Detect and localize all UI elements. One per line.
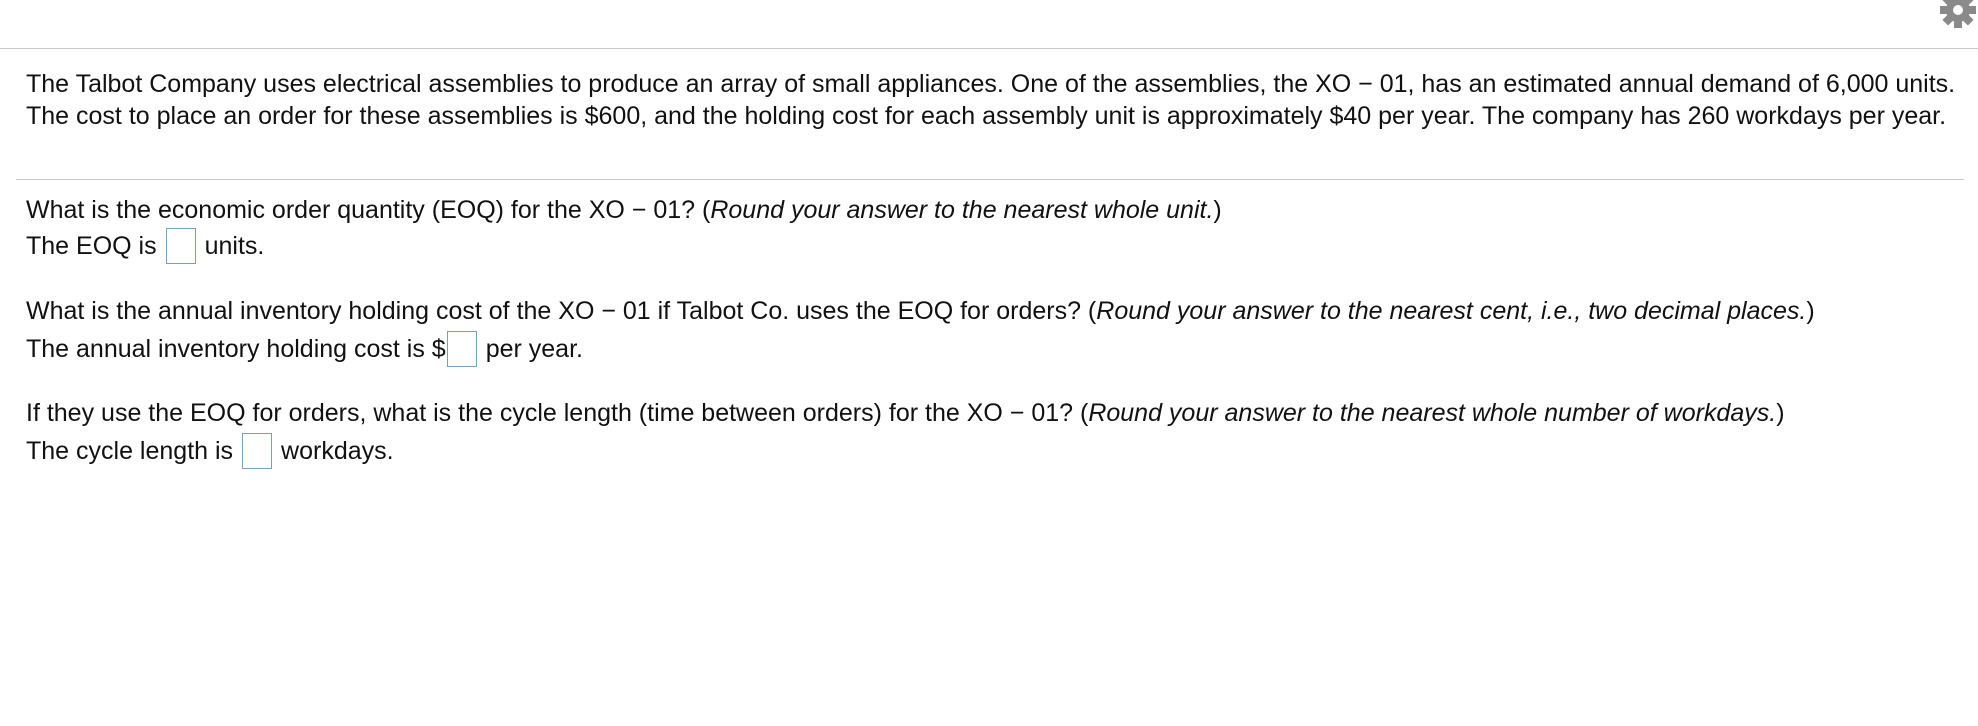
holding-cost-input[interactable]	[447, 331, 477, 367]
section-divider	[16, 179, 1964, 180]
question-eoq	[26, 194, 1222, 226]
problem-statement: The Talbot Company uses electrical assemblies to produce an array of small appliances. One of the assemblies, the XO − 01, has an estimated annual demand of 6,000 units. The cost to place an order for these assemblies is $600, and the holding cost for each assembly unit is approximately $40 per year. The company has 260 workdays per year.	[26, 70, 1956, 130]
answer-suffix: workdays.	[281, 437, 394, 465]
answer-row-eoq	[26, 228, 264, 264]
answer-suffix: per year.	[485, 335, 583, 363]
question-hint: Round your answer to the nearest whole unit.	[710, 196, 1214, 224]
eoq-input[interactable]	[166, 228, 196, 264]
question-close: )	[1806, 297, 1815, 325]
question-holding-cost	[26, 295, 1815, 327]
answer-prefix: The EOQ is	[26, 232, 157, 260]
question-cycle-length	[26, 397, 1785, 429]
cycle-length-input[interactable]	[242, 433, 272, 469]
question-text: What is the economic order quantity (EOQ) for the XO − 01? (	[26, 196, 711, 224]
question-hint: Round your answer to the nearest cent, i.e., two decimal places.	[1096, 297, 1807, 325]
answer-suffix: units.	[204, 232, 265, 260]
answer-prefix: The cycle length is	[26, 437, 234, 465]
top-toolbar	[0, 0, 1978, 49]
answer-prefix: The annual inventory holding cost is $	[26, 335, 446, 363]
question-text: What is the annual inventory holding cost of the XO − 01 if Talbot Co. uses the EOQ for orders? (	[26, 297, 1097, 325]
gear-icon[interactable]	[1938, 0, 1978, 30]
question-hint: Round your answer to the nearest whole number of workdays.	[1088, 399, 1777, 427]
question-close: )	[1776, 399, 1785, 427]
answer-row-cycle-length	[26, 433, 394, 469]
question-text: If they use the EOQ for orders, what is the cycle length (time between orders) for the XO − 01? (	[26, 399, 1089, 427]
answer-row-holding-cost	[26, 331, 583, 367]
question-close: )	[1213, 196, 1222, 224]
